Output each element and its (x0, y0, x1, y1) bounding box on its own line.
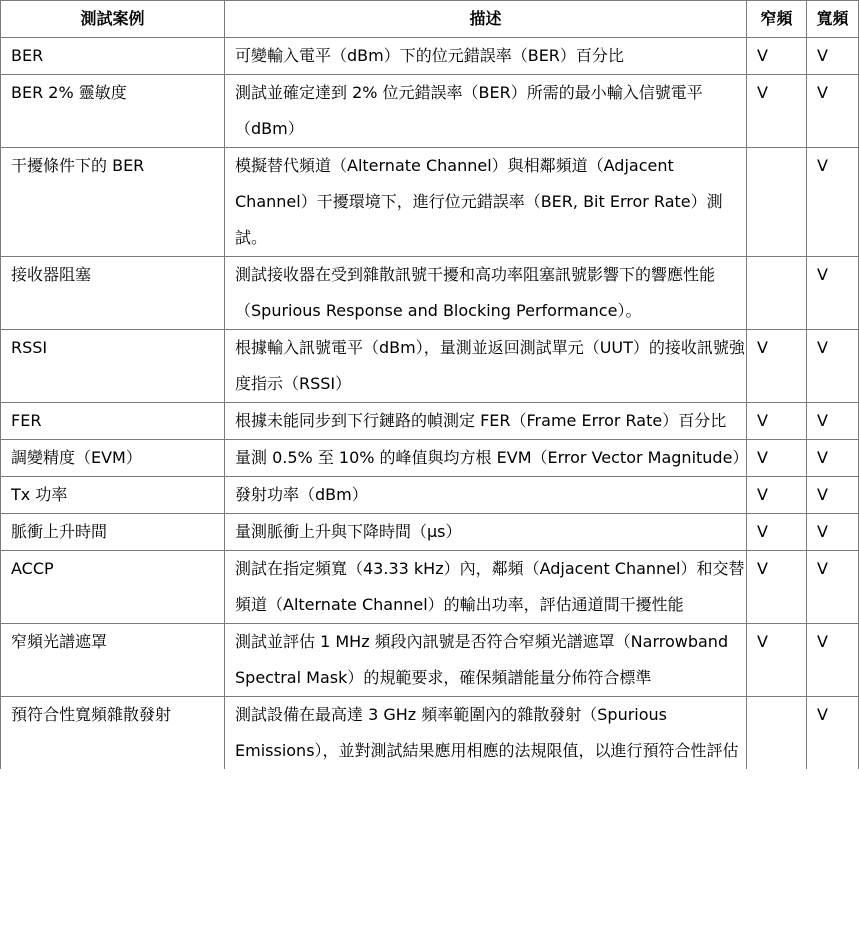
header-wideband: 寬頻 (807, 1, 859, 38)
case-description: 可變輸入電平（dBm）下的位元錯誤率（BER）百分比 (225, 38, 747, 75)
table-row (1, 75, 859, 148)
table-row (1, 551, 859, 624)
case-description: 測試並評估 1 MHz 頻段內訊號是否符合窄頻光譜遮罩（Narrowband Spectral Mask）的規範要求，確保頻譜能量分佈符合標準 (225, 624, 747, 697)
table-row (1, 330, 859, 403)
case-name: 窄頻光譜遮罩 (1, 624, 225, 697)
wideband-mark: V (807, 38, 859, 75)
case-name: Tx 功率 (1, 477, 225, 514)
table-row (1, 403, 859, 440)
wideband-mark: V (807, 148, 859, 257)
wideband-mark: V (807, 697, 859, 770)
wideband-mark: V (807, 551, 859, 624)
header-row (1, 1, 859, 38)
table-row (1, 624, 859, 697)
case-description: 測試並確定達到 2% 位元錯誤率（BER）所需的最小輸入信號電平（dBm） (225, 75, 747, 148)
header-case: 測試案例 (1, 1, 225, 38)
narrowband-mark: V (747, 440, 807, 477)
wideband-mark: V (807, 514, 859, 551)
wideband-mark: V (807, 440, 859, 477)
narrowband-mark: V (747, 514, 807, 551)
table-row (1, 148, 859, 257)
case-name: 脈衝上升時間 (1, 514, 225, 551)
table-row (1, 440, 859, 477)
narrowband-mark: V (747, 477, 807, 514)
case-description: 量測脈衝上升與下降時間（μs） (225, 514, 747, 551)
wideband-mark: V (807, 75, 859, 148)
wideband-mark: V (807, 330, 859, 403)
table-row (1, 697, 859, 770)
case-name: RSSI (1, 330, 225, 403)
case-description: 測試設備在最高達 3 GHz 頻率範圍內的雜散發射（Spurious Emissions），並對測試結果應用相應的法規限值，以進行預符合性評估 (225, 697, 747, 770)
table-row (1, 477, 859, 514)
narrowband-mark (747, 257, 807, 330)
narrowband-mark: V (747, 403, 807, 440)
case-description: 測試在指定頻寬（43.33 kHz）內，鄰頻（Adjacent Channel）和交替頻道（Alternate Channel）的輸出功率，評估通道間干擾性能 (225, 551, 747, 624)
narrowband-mark: V (747, 38, 807, 75)
case-description: 發射功率（dBm） (225, 477, 747, 514)
case-name: 接收器阻塞 (1, 257, 225, 330)
case-name: ACCP (1, 551, 225, 624)
table-row (1, 257, 859, 330)
narrowband-mark: V (747, 624, 807, 697)
narrowband-mark: V (747, 330, 807, 403)
case-name: 預符合性寬頻雜散發射 (1, 697, 225, 770)
case-name: FER (1, 403, 225, 440)
table-row (1, 514, 859, 551)
case-name: BER (1, 38, 225, 75)
wideband-mark: V (807, 257, 859, 330)
wideband-mark: V (807, 477, 859, 514)
narrowband-mark: V (747, 551, 807, 624)
case-name: 調變精度（EVM） (1, 440, 225, 477)
wideband-mark: V (807, 624, 859, 697)
case-name: BER 2% 靈敏度 (1, 75, 225, 148)
case-description: 模擬替代頻道（Alternate Channel）與相鄰頻道（Adjacent Channel）干擾環境下，進行位元錯誤率（BER, Bit Error Rate）測試。 (225, 148, 747, 257)
case-description: 根據輸入訊號電平（dBm），量測並返回測試單元（UUT）的接收訊號強度指示（RSSI） (225, 330, 747, 403)
case-description: 量測 0.5% 至 10% 的峰值與均方根 EVM（Error Vector Magnitude） (225, 440, 747, 477)
case-description: 根據未能同步到下行鏈路的幀測定 FER（Frame Error Rate）百分比 (225, 403, 747, 440)
narrowband-mark (747, 697, 807, 770)
table-row (1, 38, 859, 75)
narrowband-mark (747, 148, 807, 257)
case-description: 測試接收器在受到雜散訊號干擾和高功率阻塞訊號影響下的響應性能（Spurious Response and Blocking Performance）。 (225, 257, 747, 330)
wideband-mark: V (807, 403, 859, 440)
case-name: 干擾條件下的 BER (1, 148, 225, 257)
header-description: 描述 (225, 1, 747, 38)
header-narrowband: 窄頻 (747, 1, 807, 38)
narrowband-mark: V (747, 75, 807, 148)
